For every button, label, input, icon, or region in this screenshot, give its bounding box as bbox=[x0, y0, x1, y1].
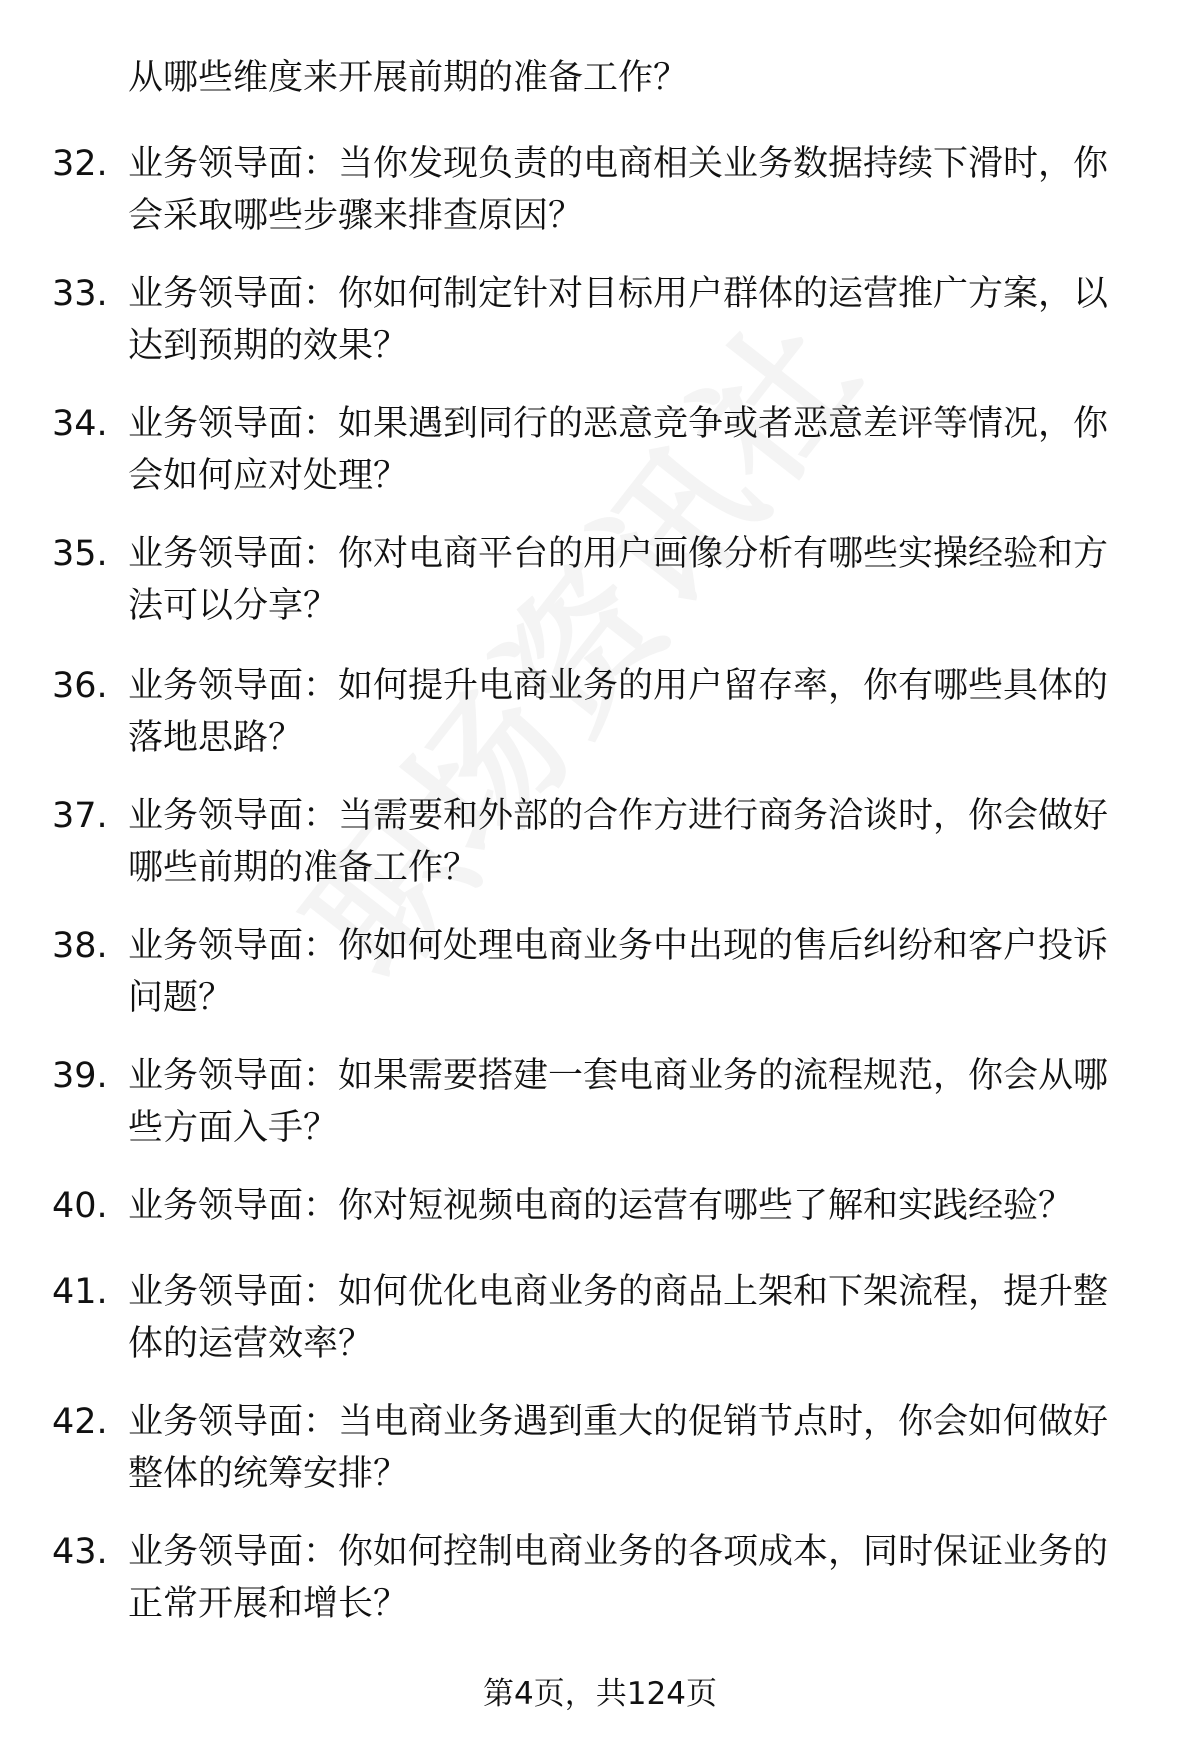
question-line: 业务领导面：你对电商平台的用户画像分析有哪些实操经验和方 bbox=[128, 534, 1109, 574]
question-number: 40. bbox=[52, 1186, 108, 1226]
question-line: 达到预期的效果？ bbox=[128, 326, 409, 366]
question-line: 问题？ bbox=[128, 978, 234, 1018]
question-line: 业务领导面：如何提升电商业务的用户留存率，你有哪些具体的 bbox=[128, 666, 1109, 706]
question-text bbox=[128, 398, 1138, 502]
question-text bbox=[128, 268, 1138, 372]
question-text bbox=[128, 790, 1138, 894]
question-line: 业务领导面：如果遇到同行的恶意竞争或者恶意差评等情况，你 bbox=[128, 404, 1109, 444]
question-text bbox=[128, 1396, 1138, 1500]
question-text bbox=[128, 660, 1138, 764]
question-line: 业务领导面：当电商业务遇到重大的促销节点时，你会如何做好 bbox=[128, 1402, 1109, 1442]
page-footer: 第4页，共124页 bbox=[483, 1676, 717, 1712]
question-line: 业务领导面：如何优化电商业务的商品上架和下架流程，提升整 bbox=[128, 1272, 1109, 1312]
question-line: 正常开展和增长？ bbox=[128, 1584, 409, 1624]
question-text bbox=[128, 528, 1138, 632]
question-line: 业务领导面：你对短视频电商的运营有哪些了解和实践经验？ bbox=[128, 1186, 1074, 1226]
question-line: 落地思路？ bbox=[128, 718, 304, 758]
question-text bbox=[128, 920, 1138, 1024]
question-text bbox=[128, 1266, 1138, 1370]
question-text bbox=[128, 1180, 1138, 1232]
question-number: 34. bbox=[52, 404, 108, 444]
question-line: 整体的统筹安排？ bbox=[128, 1454, 409, 1494]
question-number: 36. bbox=[52, 666, 108, 706]
question-line: 哪些前期的准备工作？ bbox=[128, 848, 479, 888]
question-line: 体的运营效率？ bbox=[128, 1324, 374, 1364]
question-number: 43. bbox=[52, 1532, 108, 1572]
question-line: 会采取哪些步骤来排查原因？ bbox=[128, 196, 584, 236]
question-number: 39. bbox=[52, 1056, 108, 1096]
question-number: 37. bbox=[52, 796, 108, 836]
question-line: 法可以分享？ bbox=[128, 586, 339, 626]
question-text bbox=[128, 1050, 1138, 1154]
question-number: 41. bbox=[52, 1272, 108, 1312]
continuation-line: 从哪些维度来开展前期的准备工作？ bbox=[128, 58, 689, 98]
question-line: 业务领导面：如果需要搭建一套电商业务的流程规范，你会从哪 bbox=[128, 1056, 1109, 1096]
question-number: 35. bbox=[52, 534, 108, 574]
question-line: 会如何应对处理？ bbox=[128, 456, 409, 496]
question-number: 38. bbox=[52, 926, 108, 966]
question-line: 业务领导面：你如何制定针对目标用户群体的运营推广方案，以 bbox=[128, 274, 1109, 314]
question-text bbox=[128, 1526, 1138, 1630]
question-number: 32. bbox=[52, 144, 108, 184]
question-line: 业务领导面：当需要和外部的合作方进行商务洽谈时，你会做好 bbox=[128, 796, 1109, 836]
question-number: 33. bbox=[52, 274, 108, 314]
question-line: 业务领导面：你如何处理电商业务中出现的售后纠纷和客户投诉 bbox=[128, 926, 1109, 966]
question-number: 42. bbox=[52, 1402, 108, 1442]
question-line: 些方面入手？ bbox=[128, 1108, 339, 1148]
question-text bbox=[128, 138, 1138, 242]
question-line: 业务领导面：当你发现负责的电商相关业务数据持续下滑时，你 bbox=[128, 144, 1109, 184]
question-line: 业务领导面：你如何控制电商业务的各项成本，同时保证业务的 bbox=[128, 1532, 1109, 1572]
